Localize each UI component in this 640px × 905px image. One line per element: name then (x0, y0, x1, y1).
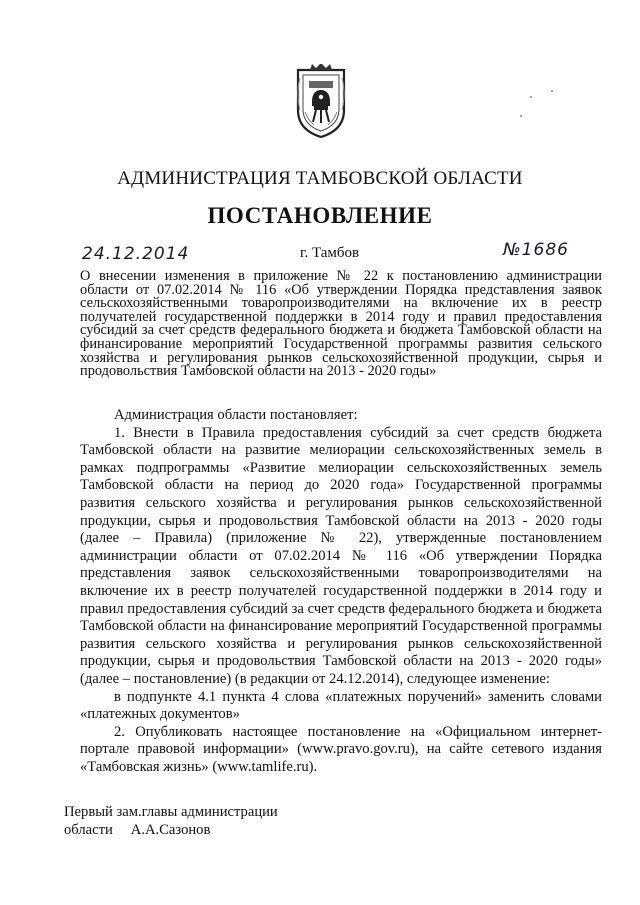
signature-name: А.А.Сазонов (130, 822, 211, 838)
body-intro: Администрация области постановляет: (114, 407, 358, 423)
document-city: г. Тамбов (300, 245, 360, 261)
body-item-1-sub: в подпункте 4.1 пункта 4 слова «платежных поручений» заменить словами «платежных документов» (80, 688, 602, 723)
scan-speck (551, 90, 553, 92)
signature-row (64, 821, 278, 839)
document-number: №1686 (503, 240, 569, 260)
document-type-title: ПОСТАНОВЛЕНИЕ (207, 203, 433, 228)
document-subject: О внесении изменения в приложение № 22 к постановлению администрации области от 07.02.2014 № 116 «Об утверждении Порядка представления заявок сельскохозяйственными товаропроизводителями на включение их в реестр получателей государственной поддержки в 2014 году и правил предоставления субсидий за счет средств федерального бюджета и бюджета Тамбовской области на финансирование мероприятий Государственной программы развития сельского хозяйства и регулирования рынков сельскохозяйственной продукции, сырья и продовольствия Тамбовской области на 2013 - 2020 годы» (80, 268, 602, 380)
signature-position-line1: Первый зам.главы администрации (64, 804, 278, 820)
scan-speck (530, 96, 532, 98)
body-item-1: 1. Внести в Правила предоставления субсидий за счет средств бюджета Тамбовской области на развитие мелиорации сельскохозяйственных земель в рамках подпрограммы «Развитие мелиорации сельскохозяйственных земель Тамбовской области на период до 2020 года» Государственной программы развития сельского хозяйства и регулирования рынков сельскохозяйственной продукции, сырья и продовольствия Тамбовской области на 2013 - 2020 годы (далее – Правила) (приложение № 22), утвержденные постановлением администрации области от 07.02.2014 № 116 «Об утверждении Порядка представления заявок сельскохозяйственными товаропроизводителями на включение их в реестр получателей государственной поддержки в 2014 году и правил предоставления субсидий за счет средств федерального бюджета и бюджета Тамбовской области на финансирование мероприятий Государственной программы развития сельского хозяйства и регулирования рынков сельскохозяйственной продукции, сырья и продовольствия Тамбовской области на 2013 - 2020 годы» (далее – постановление) (в редакции от 24.12.2014), следующее изменение: (80, 424, 602, 687)
signature-position-line2: области (64, 822, 113, 838)
document-date: 24.12.2014 (82, 244, 190, 264)
body-item-2: 2. Опубликовать настоящее постановление на «Официальном интернет-портале правовой информации» (www.pravo.gov.ru), на сайте сетевого издания «Тамбовская жизнь» (www.tamlife.ru). (80, 723, 602, 775)
organization-title: АДМИНИСТРАЦИЯ ТАМБОВСКОЙ ОБЛАСТИ (117, 168, 523, 189)
document-body (80, 407, 602, 776)
signature-block (64, 803, 278, 839)
coat-of-arms-icon (292, 64, 350, 140)
scan-speck (520, 115, 522, 117)
